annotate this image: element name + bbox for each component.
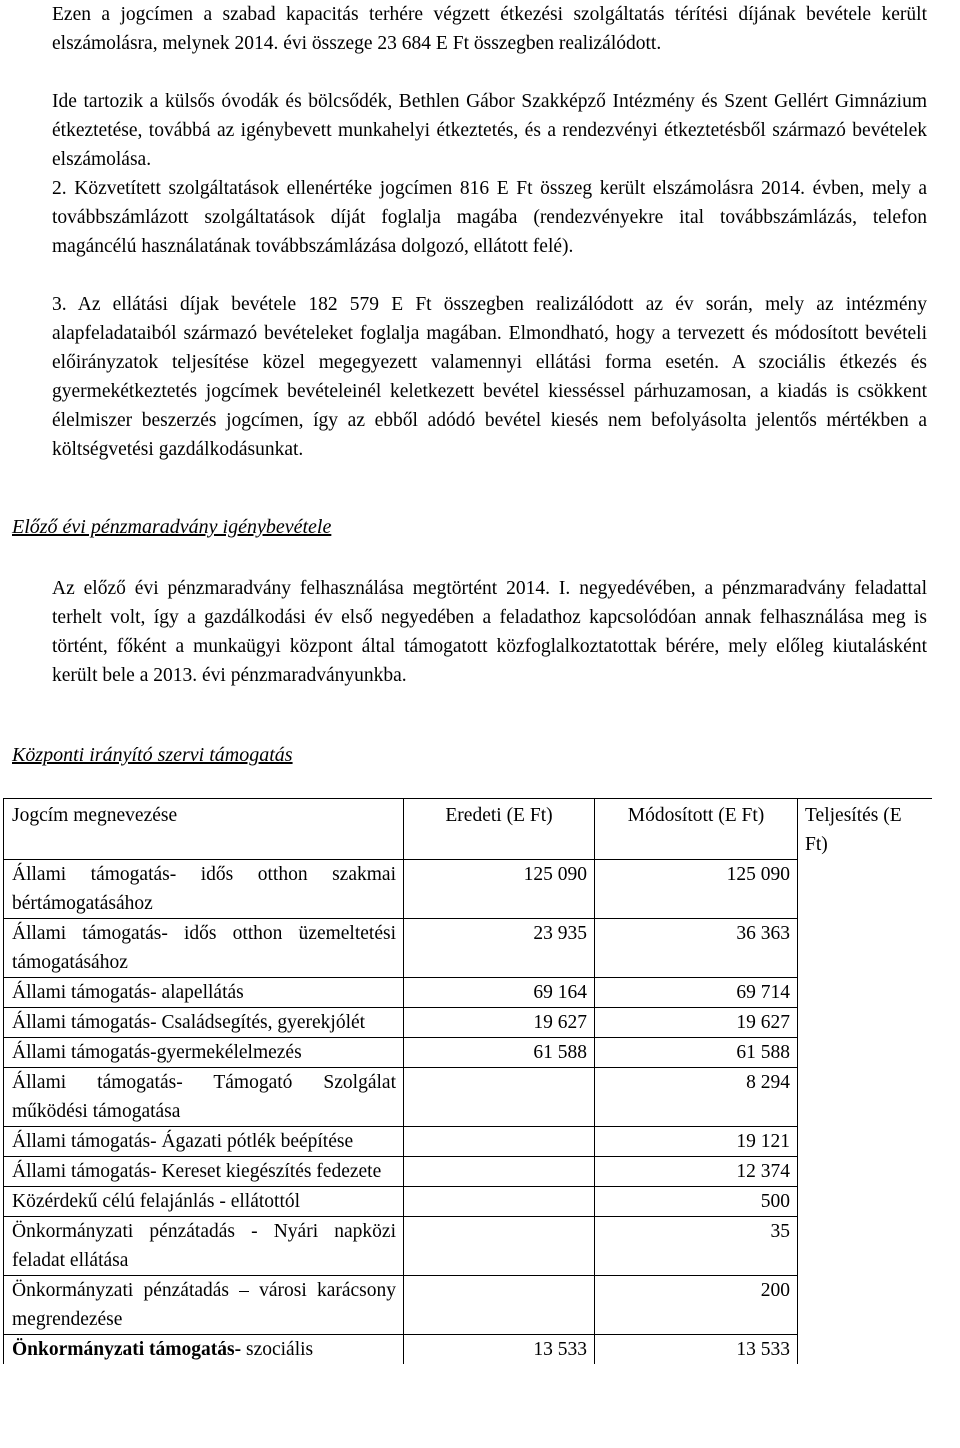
paragraph-etkezesi-bevetel: Ezen a jogcímen a szabad kapacitás terhére végzett étkezési szolgáltatás térítési díjának bevétele került elszámolásra, melynek 2014. évi összege 23 684 E Ft összegben realizálódott. — [52, 4, 927, 54]
row-teljesites — [798, 1037, 933, 1067]
row-modositott: 69 714 — [595, 977, 798, 1007]
table-row — [4, 977, 933, 1007]
header-eredeti: Eredeti (E Ft) — [404, 799, 595, 860]
table-row — [4, 859, 933, 918]
table-row — [4, 918, 933, 977]
row-eredeti — [404, 1126, 595, 1156]
row-name: Állami támogatás-gyermekélelmezés — [4, 1037, 404, 1067]
row-teljesites — [798, 918, 933, 977]
heading-kozponti-tamogatas: Központi irányító szervi támogatás — [12, 744, 293, 766]
paragraph-penzmaradvany: Az előző évi pénzmaradvány felhasználása megtörtént 2014. I. negyedévében, a pénzmaradvány feladattal terhelt volt, így a gazdálkodási év első negyedében a feladathoz kapcsolódóan annak felhasználása meg is történt, főként a munkaügyi központ által támogatott közfoglalkoztatottak bérére, mely előleg kiutalásként került bele a 2013. évi pénzmaradványunkba. — [52, 578, 927, 686]
row-name: Állami támogatás- Ágazati pótlék beépítése — [4, 1126, 404, 1156]
row-modositott: 13 533 — [595, 1334, 798, 1364]
table-row — [4, 1334, 933, 1364]
row-eredeti — [404, 1186, 595, 1216]
row-name: Állami támogatás- idős otthon üzemeltetési támogatásához — [4, 918, 404, 977]
row-modositott: 61 588 — [595, 1037, 798, 1067]
row-eredeti: 13 533 — [404, 1334, 595, 1364]
table-row — [4, 1037, 933, 1067]
row-teljesites — [798, 1275, 933, 1334]
table-row — [4, 1007, 933, 1037]
row-eredeti — [404, 1156, 595, 1186]
header-modositott: Módosított (E Ft) — [595, 799, 798, 860]
row-name: Állami támogatás- alapellátás — [4, 977, 404, 1007]
row-name: Állami támogatás- Támogató Szolgálat működési támogatása — [4, 1067, 404, 1126]
row-teljesites — [798, 1126, 933, 1156]
row-eredeti: 69 164 — [404, 977, 595, 1007]
table-row — [4, 1156, 933, 1186]
table-row — [4, 1067, 933, 1126]
paragraph-kulsos-ovodak: Ide tartozik a külsős óvodák és bölcsődék, Bethlen Gábor Szakképző Intézmény és Szent Gellért Gimnázium étkeztetése, továbbá az igénybevett munkahelyi étkeztetés, és a rendezvényi étkeztetésből származó bevételek elszámolása. — [52, 91, 927, 170]
row-modositott: 36 363 — [595, 918, 798, 977]
row-modositott: 35 — [595, 1216, 798, 1275]
row-modositott: 125 090 — [595, 859, 798, 918]
row-eredeti: 61 588 — [404, 1037, 595, 1067]
row-name: Közérdekű célú felajánlás - ellátottól — [4, 1186, 404, 1216]
row-name: Önkormányzati pénzátadás – városi karácsony megrendezése — [4, 1275, 404, 1334]
row-modositott: 200 — [595, 1275, 798, 1334]
row-teljesites — [798, 1007, 933, 1037]
row-name-rest: szociális — [241, 1338, 314, 1360]
row-modositott: 12 374 — [595, 1156, 798, 1186]
row-eredeti: 23 935 — [404, 918, 595, 977]
row-eredeti — [404, 1067, 595, 1126]
row-teljesites — [798, 1186, 933, 1216]
row-name — [4, 1334, 404, 1364]
support-table — [3, 798, 932, 1364]
table-row — [4, 1216, 933, 1275]
row-teljesites — [798, 1216, 933, 1275]
row-teljesites — [798, 1156, 933, 1186]
row-name: Állami támogatás- idős otthon szakmai bértámogatásához — [4, 859, 404, 918]
row-teljesites — [798, 977, 933, 1007]
row-modositott: 8 294 — [595, 1067, 798, 1126]
paragraph-ellatasi-dijak: 3. Az ellátási díjak bevétele 182 579 E Ft összegben realizálódott az év során, mely az intézmény alapfeladataiból származó bevételeket foglalja magában. Elmondható, hogy a tervezett és módosított bevételi előirányzatok teljesítése közel megegyezett valamennyi ellátási forma esetén. A szociális étkezés és gyermekétkeztetés jogcímek bevételeinél keletkezett bevétel kiesséssel párhuzamosan, a kiadás is csökkent élelmiszer beszerzés jogcímen, így az ebből adódó bevétel kiesés nem befolyásolta jelentős mértékben a költségvetési gazdálkodásunkat. — [52, 294, 927, 460]
row-eredeti: 125 090 — [404, 859, 595, 918]
row-eredeti — [404, 1216, 595, 1275]
row-teljesites — [798, 1067, 933, 1126]
header-jogcim: Jogcím megnevezése — [4, 799, 404, 860]
row-modositott: 19 121 — [595, 1126, 798, 1156]
row-modositott: 19 627 — [595, 1007, 798, 1037]
row-name-bold: Önkormányzati támogatás- — [12, 1338, 242, 1360]
header-teljesites: Teljesítés (E Ft) — [798, 799, 933, 860]
row-teljesites — [798, 859, 933, 918]
table-header-row — [4, 799, 933, 860]
row-teljesites — [798, 1334, 933, 1364]
row-eredeti — [404, 1275, 595, 1334]
table-row — [4, 1126, 933, 1156]
table-row — [4, 1186, 933, 1216]
paragraph-kozvetitett-szolgaltatasok: 2. Közvetített szolgáltatások ellenértéke jogcímen 816 E Ft összeg került elszámolásra 2014. évben, mely a továbbszámlázott szolgáltatások díját foglalja magába (rendezvényekre ital továbbszámlázás, telefon magáncélú használatának továbbszámlázása dolgozó, ellátott felé). — [52, 178, 927, 257]
row-modositott: 500 — [595, 1186, 798, 1216]
row-name: Állami támogatás- Családsegítés, gyerekjólét — [4, 1007, 404, 1037]
heading-penzmaradvany: Előző évi pénzmaradvány igénybevétele — [12, 516, 332, 538]
table-row — [4, 1275, 933, 1334]
row-eredeti: 19 627 — [404, 1007, 595, 1037]
row-name: Önkormányzati pénzátadás - Nyári napközi feladat ellátása — [4, 1216, 404, 1275]
row-name: Állami támogatás- Kereset kiegészítés fedezete — [4, 1156, 404, 1186]
